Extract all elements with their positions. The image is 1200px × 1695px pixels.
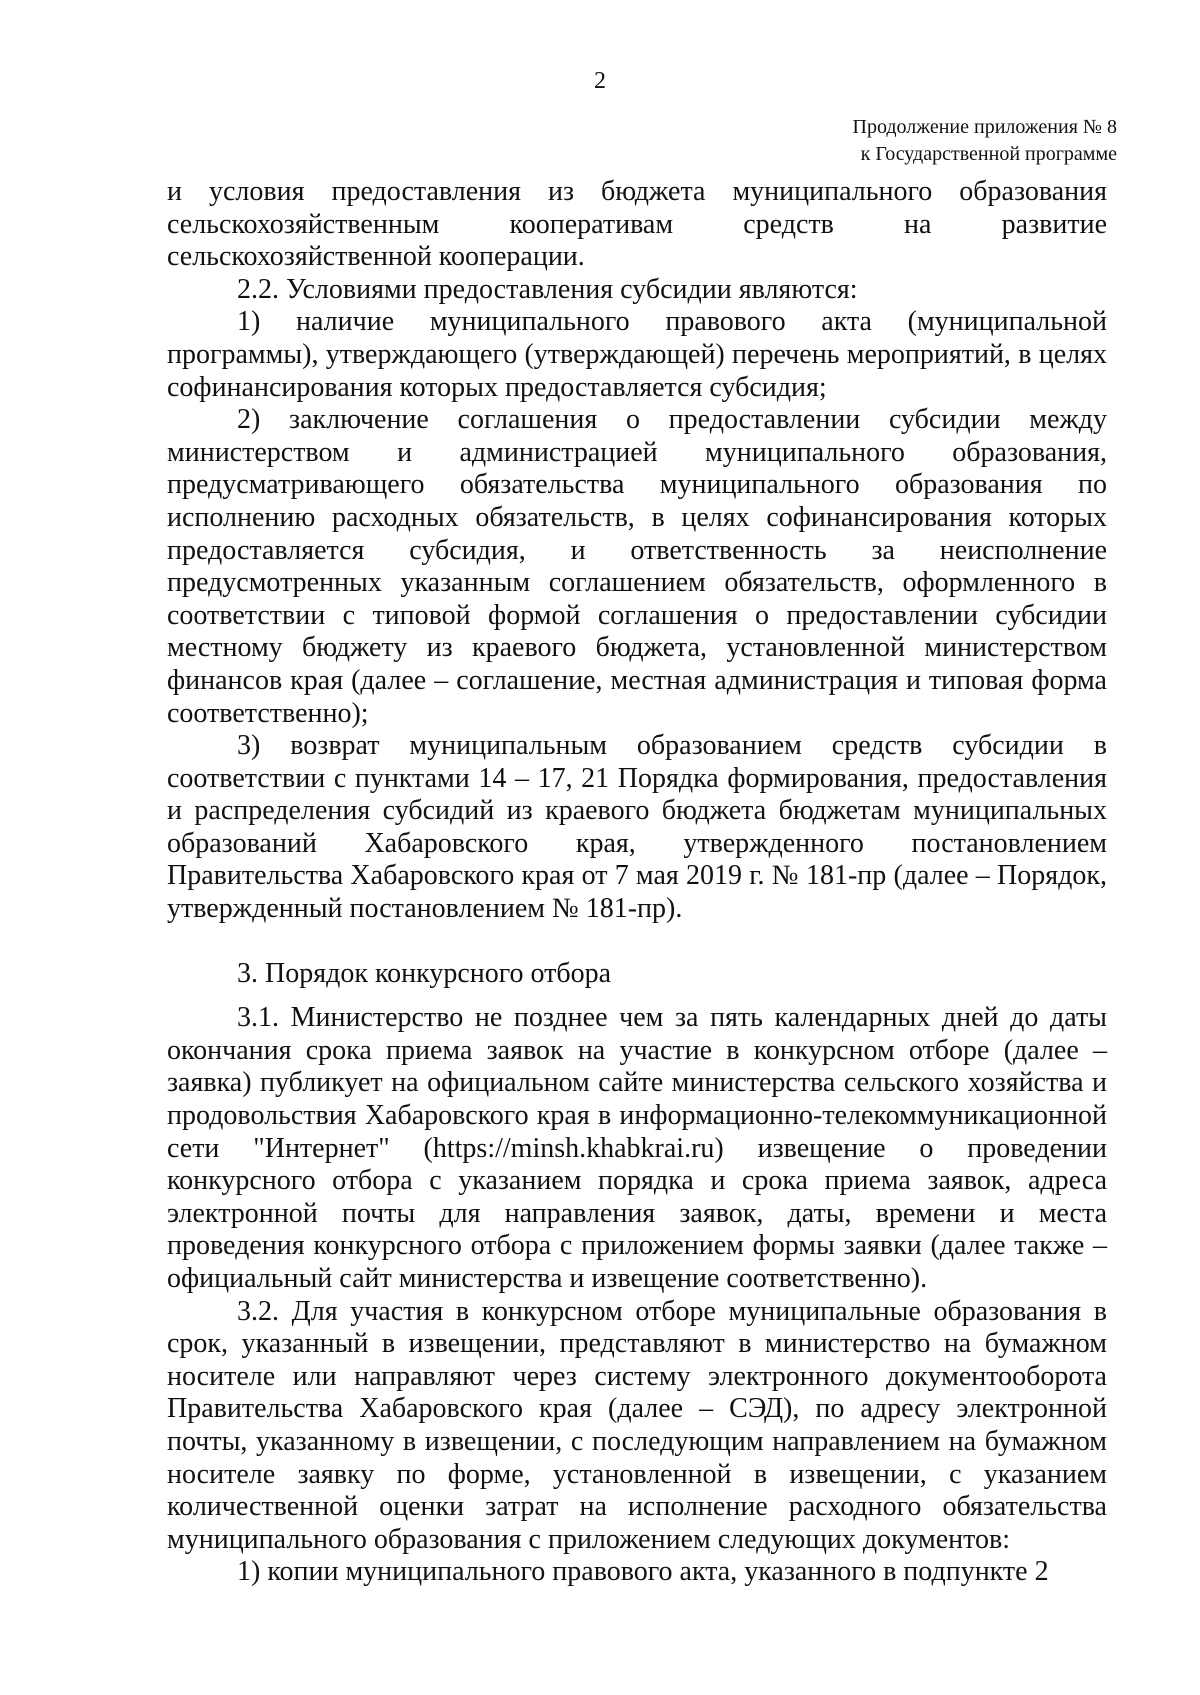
appendix-header bbox=[853, 114, 1117, 168]
page-number: 2 bbox=[594, 68, 606, 94]
paragraph-2-2-item-3: 3) возврат муниципальным образованием средств субсидии в соответствии с пунктами 14 – 17, 21 Порядка формирования, предоставления и распределения субсидий из краевого бюджета бюджетам муниципальных образований Хабаровского края, утвержденного постановлением Правительства Хабаровского края от 7 мая 2019 г. № 181-пр (далее – Порядок, утвержденный постановлением № 181-пр). bbox=[167, 730, 1107, 925]
document-body bbox=[167, 176, 1107, 1589]
appendix-header-line-2: к Государственной программе bbox=[860, 143, 1117, 165]
paragraph-2-2: 2.2. Условиями предоставления субсидии являются: bbox=[237, 273, 858, 305]
paragraph-3-2: 3.2. Для участия в конкурсном отборе муниципальные образования в срок, указанный в извещении, представляют в министерство на бумажном носителе или направляют через систему электронного документооборота Правительства Хабаровского края (далее – СЭД), по адресу электронной почты, указанному в извещении, с последующим направлением на бумажном носителе заявку по форме, установленной в извещении, с указанием количественной оценки затрат на исполнение расходного обязательства муниципального образования с приложением следующих документов: bbox=[167, 1295, 1107, 1555]
appendix-header-line-1: Продолжение приложения № 8 bbox=[852, 116, 1117, 138]
paragraph-2-2-item-1: 1) наличие муниципального правового акта (муниципальной программы), утверждающего (утверждающей) перечень мероприятий, в целях софинансирования которых предоставляется субсидия; bbox=[167, 306, 1107, 403]
paragraph-2-2-item-2: 2) заключение соглашения о предоставлении субсидии между министерством и администрацией муниципального образования, предусматривающего обязательства муниципального образования по исполнению расходных обязательств, в целях софинансирования которых предоставляется субсидия, и ответственность за неисполнение предусмотренных указанным соглашением обязательств, оформленного в соответствии с типовой формой соглашения о предоставлении субсидии местному бюджету из краевого бюджета, установленной министерством финансов края (далее – соглашение, местная администрация и типовая форма соответственно); bbox=[167, 404, 1107, 729]
paragraph-3-2-item-1: 1) копии муниципального правового акта, указанного в подпункте 2 bbox=[237, 1556, 1049, 1588]
section-3-heading: 3. Порядок конкурсного отбора bbox=[237, 957, 612, 989]
paragraph-3-1: 3.1. Министерство не позднее чем за пять календарных дней до даты окончания срока приема заявок на участие в конкурсном отборе (далее – заявка) публикует на официальном сайте министерства сельского хозяйства и продовольствия Хабаровского края в информационно-телекоммуникационной сети "Интернет" (https://minsh.khabkrai.ru) извещение о проведении конкурсного отбора с указанием порядка и срока приема заявок, адреса электронной почты для направления заявок, даты, времени и места проведения конкурсного отбора с приложением формы заявки (далее также – официальный сайт министерства и извещение соответственно). bbox=[167, 1002, 1107, 1294]
paragraph-continuation: и условия предоставления из бюджета муниципального образования сельскохозяйственным кооперативам средств на развитие сельскохозяйственной кооперации. bbox=[167, 176, 1107, 273]
